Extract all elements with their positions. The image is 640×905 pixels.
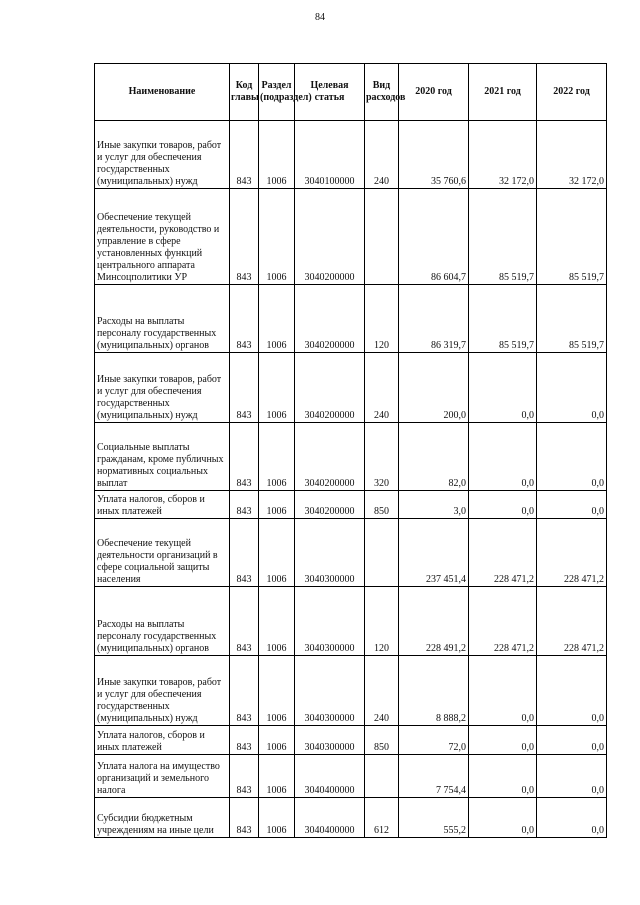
- row-2022: 0,0: [537, 755, 607, 798]
- row-expense: 850: [365, 491, 399, 519]
- row-name: Иные закупки товаров, работ и услуг для обеспечения государственных (муниципальных) нужд: [95, 121, 230, 189]
- row-name: Уплата налогов, сборов и иных платежей: [95, 726, 230, 755]
- row-section: 1006: [259, 798, 295, 838]
- row-2020: 86 604,7: [399, 189, 469, 285]
- row-section: 1006: [259, 587, 295, 656]
- row-target: 3040200000: [295, 189, 365, 285]
- row-section: 1006: [259, 519, 295, 587]
- row-code: 843: [230, 189, 259, 285]
- row-section: 1006: [259, 726, 295, 755]
- row-expense: 612: [365, 798, 399, 838]
- row-expense: 320: [365, 423, 399, 491]
- row-2021: 32 172,0: [469, 121, 537, 189]
- row-target: 3040100000: [295, 121, 365, 189]
- row-2020: 86 319,7: [399, 285, 469, 353]
- row-expense: 240: [365, 121, 399, 189]
- row-2022: 228 471,2: [537, 519, 607, 587]
- budget-table: [94, 63, 607, 838]
- header-2022: 2022 год: [537, 64, 607, 121]
- row-code: 843: [230, 755, 259, 798]
- row-code: 843: [230, 121, 259, 189]
- table-row: [95, 656, 607, 726]
- row-2020: 3,0: [399, 491, 469, 519]
- row-2020: 228 491,2: [399, 587, 469, 656]
- row-target: 3040400000: [295, 755, 365, 798]
- row-2021: 0,0: [469, 353, 537, 423]
- table-row: [95, 353, 607, 423]
- table-header-row: [95, 64, 607, 121]
- row-2022: 0,0: [537, 656, 607, 726]
- row-2021: 0,0: [469, 755, 537, 798]
- row-2020: 237 451,4: [399, 519, 469, 587]
- row-expense: 240: [365, 656, 399, 726]
- row-2021: 228 471,2: [469, 519, 537, 587]
- table-row: [95, 121, 607, 189]
- row-2020: 82,0: [399, 423, 469, 491]
- row-name: Иные закупки товаров, работ и услуг для обеспечения государственных (муниципальных) нужд: [95, 656, 230, 726]
- row-2022: 0,0: [537, 353, 607, 423]
- row-section: 1006: [259, 656, 295, 726]
- row-target: 3040300000: [295, 656, 365, 726]
- row-expense: 240: [365, 353, 399, 423]
- row-section: 1006: [259, 353, 295, 423]
- row-name: Социальные выплаты гражданам, кроме публичных нормативных социальных выплат: [95, 423, 230, 491]
- row-expense: [365, 755, 399, 798]
- row-code: 843: [230, 798, 259, 838]
- row-name: Уплата налогов, сборов и иных платежей: [95, 491, 230, 519]
- row-section: 1006: [259, 285, 295, 353]
- row-2022: 85 519,7: [537, 189, 607, 285]
- row-section: 1006: [259, 491, 295, 519]
- row-2021: 0,0: [469, 726, 537, 755]
- row-2020: 555,2: [399, 798, 469, 838]
- row-2021: 0,0: [469, 656, 537, 726]
- header-name: Наименование: [95, 64, 230, 121]
- row-code: 843: [230, 519, 259, 587]
- table-row: [95, 798, 607, 838]
- row-code: 843: [230, 423, 259, 491]
- row-target: 3040200000: [295, 491, 365, 519]
- page-number: 84: [315, 12, 325, 23]
- row-code: 843: [230, 285, 259, 353]
- row-target: 3040300000: [295, 726, 365, 755]
- header-code: Код главы: [230, 64, 259, 121]
- row-code: 843: [230, 656, 259, 726]
- row-2022: 0,0: [537, 798, 607, 838]
- table-row: [95, 423, 607, 491]
- row-code: 843: [230, 587, 259, 656]
- row-expense: 120: [365, 285, 399, 353]
- row-name: Уплата налога на имущество организаций и земельного налога: [95, 755, 230, 798]
- row-name: Иные закупки товаров, работ и услуг для обеспечения государственных (муниципальных) нужд: [95, 353, 230, 423]
- row-2022: 0,0: [537, 491, 607, 519]
- row-2021: 85 519,7: [469, 189, 537, 285]
- header-2021: 2021 год: [469, 64, 537, 121]
- row-target: 3040200000: [295, 353, 365, 423]
- row-code: 843: [230, 726, 259, 755]
- row-2022: 85 519,7: [537, 285, 607, 353]
- row-name: Субсидии бюджетным учреждениям на иные цели: [95, 798, 230, 838]
- row-2022: 0,0: [537, 726, 607, 755]
- table-row: [95, 285, 607, 353]
- row-name: Расходы на выплаты персоналу государственных (муниципальных) органов: [95, 587, 230, 656]
- table-row: [95, 726, 607, 755]
- header-2020: 2020 год: [399, 64, 469, 121]
- table-row: [95, 491, 607, 519]
- header-section: Раздел (подраздел): [259, 64, 295, 121]
- row-2022: 0,0: [537, 423, 607, 491]
- row-name: Расходы на выплаты персоналу государственных (муниципальных) органов: [95, 285, 230, 353]
- row-expense: 120: [365, 587, 399, 656]
- row-2020: 8 888,2: [399, 656, 469, 726]
- row-name: Обеспечение текущей деятельности организаций в сфере социальной защиты населения: [95, 519, 230, 587]
- row-section: 1006: [259, 189, 295, 285]
- row-2021: 0,0: [469, 491, 537, 519]
- row-2022: 32 172,0: [537, 121, 607, 189]
- row-section: 1006: [259, 423, 295, 491]
- row-2021: 228 471,2: [469, 587, 537, 656]
- row-2020: 200,0: [399, 353, 469, 423]
- table-row: [95, 755, 607, 798]
- table-row: [95, 587, 607, 656]
- row-expense: 850: [365, 726, 399, 755]
- row-target: 3040300000: [295, 587, 365, 656]
- row-2021: 0,0: [469, 423, 537, 491]
- row-section: 1006: [259, 755, 295, 798]
- row-2020: 72,0: [399, 726, 469, 755]
- row-code: 843: [230, 353, 259, 423]
- row-2020: 7 754,4: [399, 755, 469, 798]
- row-section: 1006: [259, 121, 295, 189]
- header-target: Целевая статья: [295, 64, 365, 121]
- row-expense: [365, 189, 399, 285]
- header-expense: Вид расходов: [365, 64, 399, 121]
- row-2022: 228 471,2: [537, 587, 607, 656]
- row-2021: 85 519,7: [469, 285, 537, 353]
- row-2021: 0,0: [469, 798, 537, 838]
- row-expense: [365, 519, 399, 587]
- row-target: 3040200000: [295, 423, 365, 491]
- row-target: 3040300000: [295, 519, 365, 587]
- row-target: 3040400000: [295, 798, 365, 838]
- row-code: 843: [230, 491, 259, 519]
- row-target: 3040200000: [295, 285, 365, 353]
- row-2020: 35 760,6: [399, 121, 469, 189]
- table-row: [95, 189, 607, 285]
- table-row: [95, 519, 607, 587]
- row-name: Обеспечение текущей деятельности, руководство и управление в сфере установленных функций центрального аппарата Минсоцполитики УР: [95, 189, 230, 285]
